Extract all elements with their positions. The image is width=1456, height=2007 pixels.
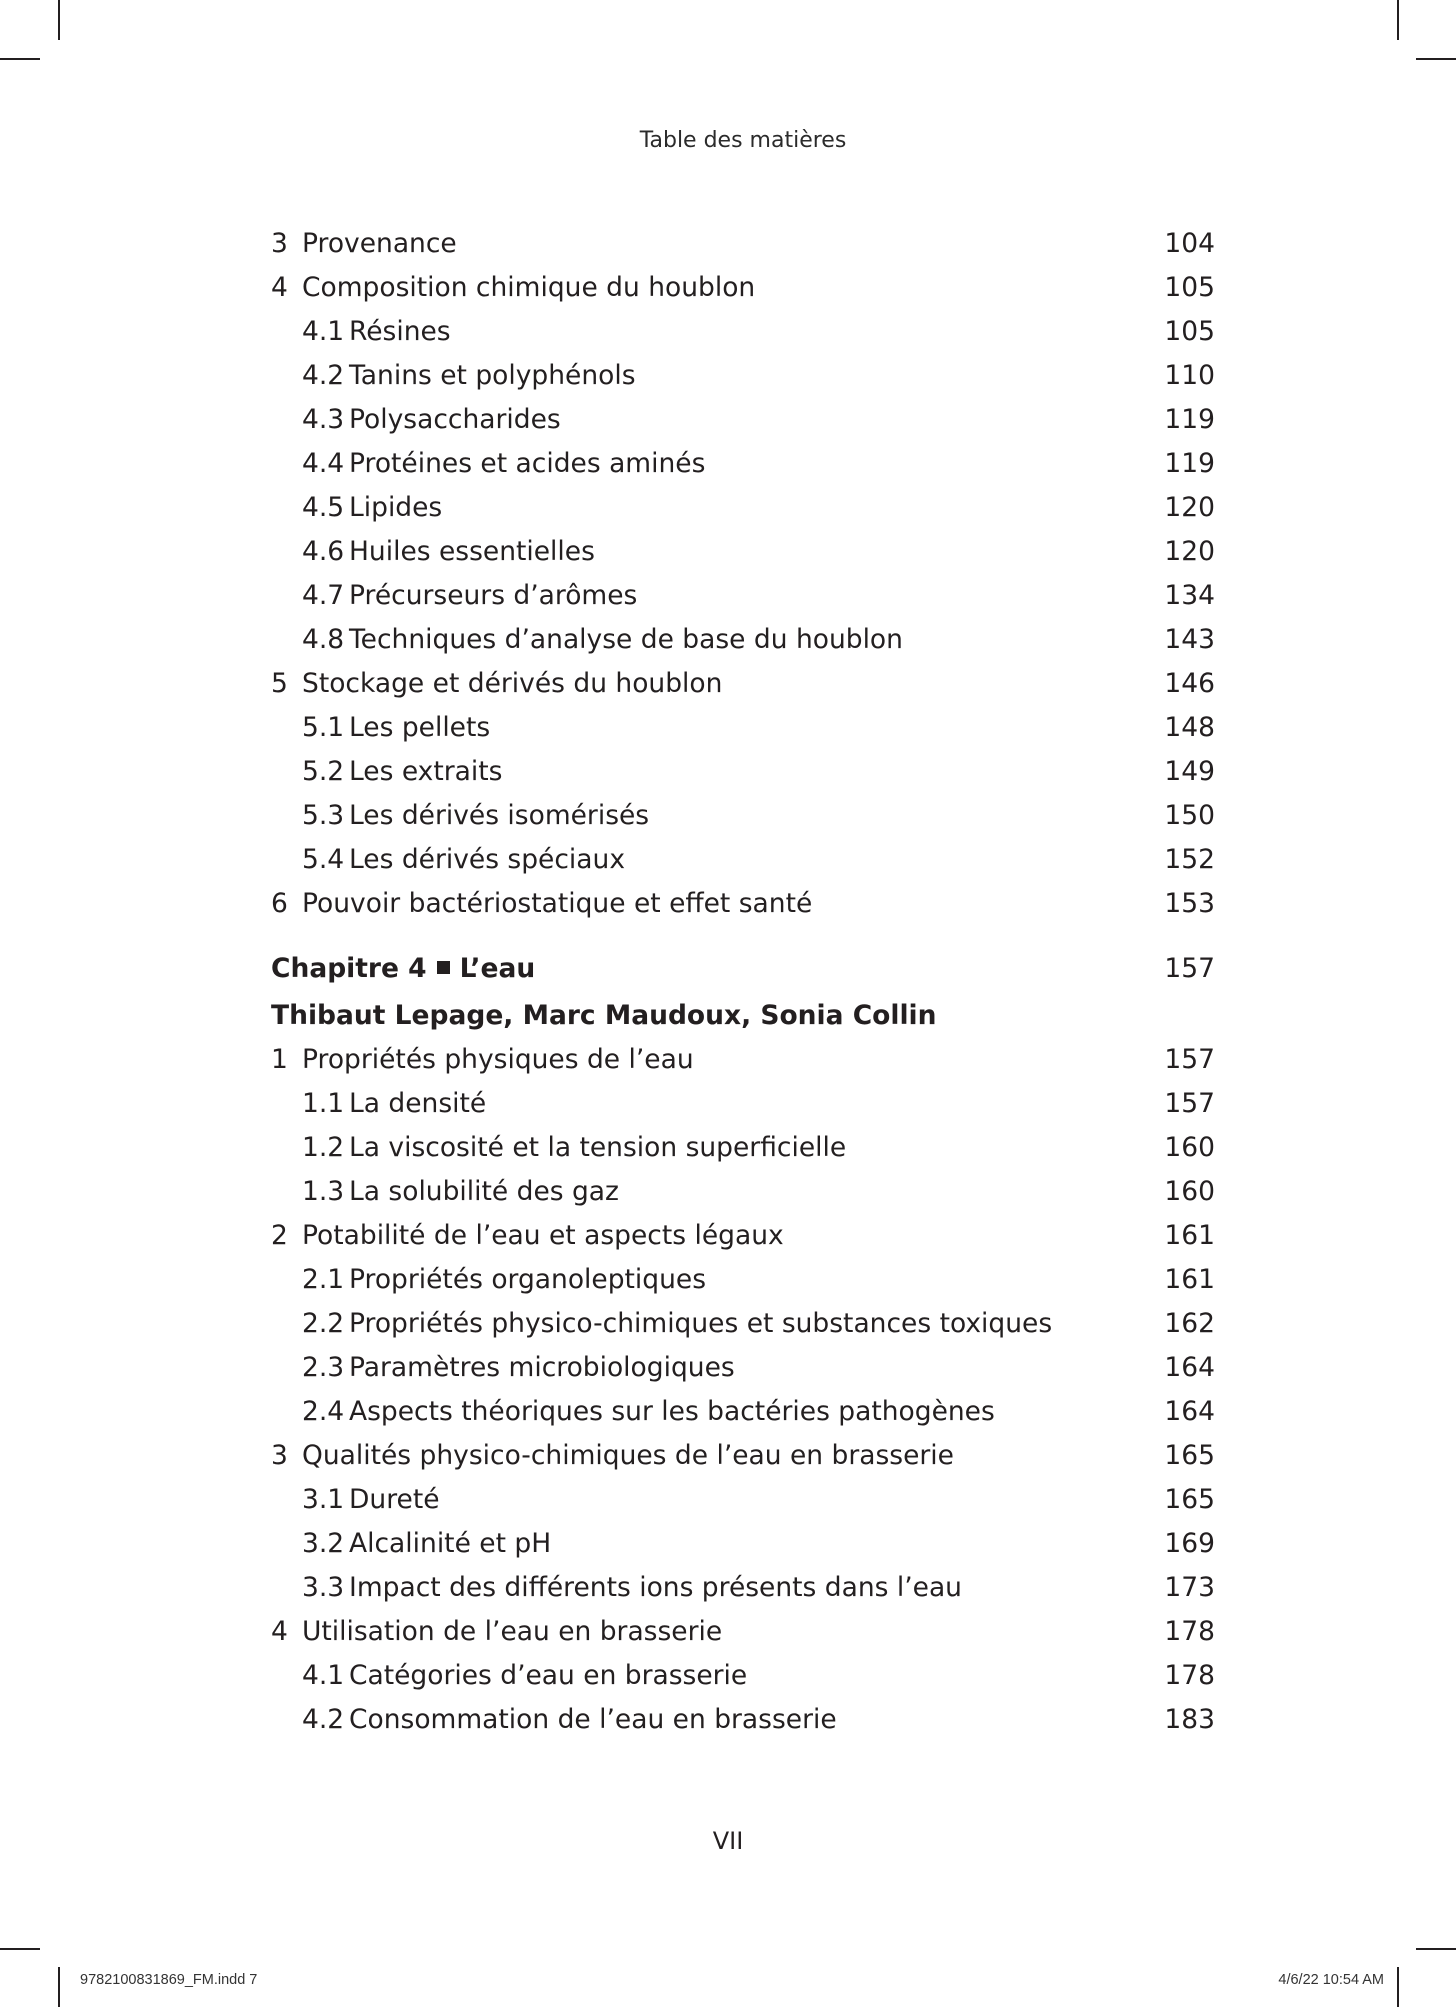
toc-entry-page: 157 [1164, 1088, 1215, 1119]
chapter-page-number: 157 [1164, 953, 1215, 984]
toc-entry-title: Polysaccharides [349, 404, 561, 435]
toc-entry-title: Consommation de l’eau en brasserie [349, 1704, 837, 1735]
toc-entry [271, 1610, 1215, 1654]
toc-entry [271, 266, 1215, 310]
toc-entry-title: Paramètres microbiologiques [349, 1352, 735, 1383]
toc-entry [271, 442, 1215, 486]
toc-entry-title: Alcalinité et pH [349, 1528, 552, 1559]
toc-entry-number: 4.7 [302, 580, 345, 611]
toc-entry-number: 4.2 [302, 360, 345, 391]
toc-entry-number: 4.3 [302, 404, 345, 435]
toc-entry-title: Propriétés organoleptiques [349, 1264, 707, 1295]
crop-mark-top-right-horizontal [1416, 58, 1456, 60]
table-of-contents [271, 222, 1215, 1742]
toc-entry-page: 160 [1164, 1132, 1215, 1163]
toc-entry [271, 222, 1215, 266]
toc-entry [271, 530, 1215, 574]
toc-entry-title: Résines [349, 316, 451, 347]
toc-entry-page: 120 [1164, 492, 1215, 523]
toc-entry [271, 706, 1215, 750]
toc-entry [271, 794, 1215, 838]
toc-entry [271, 1654, 1215, 1698]
crop-mark-bottom-right-horizontal [1416, 1948, 1456, 1950]
section-entries [271, 222, 1215, 926]
toc-entry-page: 164 [1164, 1352, 1215, 1383]
chapter-authors: Thibaut Lepage, Marc Maudoux, Sonia Collin [271, 1000, 937, 1031]
toc-entry-number: 5.4 [302, 844, 345, 875]
toc-entry [271, 310, 1215, 354]
toc-entry [271, 1302, 1215, 1346]
toc-entry [271, 1170, 1215, 1214]
slug-datetime: 4/6/22 10:54 AM [1278, 1972, 1384, 1988]
toc-entry-title: La viscosité et la tension superficielle [349, 1132, 847, 1163]
toc-entry [271, 750, 1215, 794]
toc-entry-page: 110 [1164, 360, 1215, 391]
toc-entry-number: 5.1 [302, 712, 345, 743]
toc-entry-title: Provenance [302, 228, 457, 259]
toc-entry-number: 4.8 [302, 624, 345, 655]
toc-entry-number: 4.5 [302, 492, 345, 523]
toc-entry-title: Composition chimique du houblon [302, 272, 756, 303]
crop-mark-bottom-left-horizontal [0, 1948, 40, 1950]
toc-entry [271, 1346, 1215, 1390]
toc-entry-page: 146 [1164, 668, 1215, 699]
toc-entry-page: 120 [1164, 536, 1215, 567]
toc-entry-title: Qualités physico-chimiques de l’eau en brasserie [302, 1440, 954, 1471]
chapter-heading [271, 944, 1215, 994]
toc-entry-page: 178 [1164, 1660, 1215, 1691]
toc-entry-page: 161 [1164, 1264, 1215, 1295]
toc-entry-number: 3.3 [302, 1572, 345, 1603]
toc-entry-page: 183 [1164, 1704, 1215, 1735]
toc-entry-page: 169 [1164, 1528, 1215, 1559]
toc-entry [271, 1038, 1215, 1082]
toc-entry-title: Tanins et polyphénols [349, 360, 636, 391]
toc-entry-page: 162 [1164, 1308, 1215, 1339]
toc-entry-page: 173 [1164, 1572, 1215, 1603]
toc-entry-page: 160 [1164, 1176, 1215, 1207]
toc-entry-number: 2.1 [302, 1264, 345, 1295]
toc-entry-number: 4 [271, 1616, 288, 1647]
toc-entry-page: 157 [1164, 1044, 1215, 1075]
crop-mark-bottom-left-vertical [58, 1967, 60, 2007]
toc-entry-number: 4.2 [302, 1704, 345, 1735]
toc-entry [271, 838, 1215, 882]
toc-entry-page: 152 [1164, 844, 1215, 875]
toc-entry-number: 4.1 [302, 316, 345, 347]
toc-entry-number: 4.4 [302, 448, 345, 479]
running-head: Table des matières [639, 128, 847, 153]
crop-mark-bottom-right-vertical [1397, 1967, 1399, 2007]
toc-entry-number: 5 [271, 668, 288, 699]
toc-entry-title: Dureté [349, 1484, 440, 1515]
toc-entry [271, 1258, 1215, 1302]
toc-entry-page: 161 [1164, 1220, 1215, 1251]
toc-entry-title: La solubilité des gaz [349, 1176, 619, 1207]
toc-entry [271, 486, 1215, 530]
square-bullet-icon [437, 961, 450, 974]
toc-entry-number: 5.2 [302, 756, 345, 787]
toc-entry [271, 882, 1215, 926]
chapter-label: Chapitre 4 [271, 953, 427, 984]
toc-entry-title: Propriétés physiques de l’eau [302, 1044, 694, 1075]
toc-entry-title: Les dérivés isomérisés [349, 800, 650, 831]
toc-entry-page: 153 [1164, 888, 1215, 919]
toc-entry-title: Précurseurs d’arômes [349, 580, 638, 611]
toc-entry-number: 1.1 [302, 1088, 345, 1119]
toc-entry-page: 164 [1164, 1396, 1215, 1427]
toc-entry-page: 105 [1164, 272, 1215, 303]
toc-entry-title: Huiles essentielles [349, 536, 595, 567]
toc-entry-page: 119 [1164, 404, 1215, 435]
toc-entry [271, 1522, 1215, 1566]
toc-entry-number: 3 [271, 1440, 288, 1471]
toc-entry-number: 3.1 [302, 1484, 345, 1515]
chapter-title: L’eau [459, 953, 536, 984]
toc-entry [271, 662, 1215, 706]
toc-entry-number: 2.4 [302, 1396, 345, 1427]
toc-entry-page: 165 [1164, 1440, 1215, 1471]
toc-entry-page: 134 [1164, 580, 1215, 611]
toc-entry-page: 119 [1164, 448, 1215, 479]
toc-entry [271, 1214, 1215, 1258]
toc-entry [271, 1126, 1215, 1170]
toc-entry-number: 1.3 [302, 1176, 345, 1207]
toc-entry-title: Aspects théoriques sur les bactéries pathogènes [349, 1396, 995, 1427]
chapter-entries [271, 1038, 1215, 1742]
toc-entry-page: 165 [1164, 1484, 1215, 1515]
crop-mark-top-right-vertical [1397, 0, 1399, 40]
toc-entry-title: Techniques d’analyse de base du houblon [349, 624, 903, 655]
toc-entry [271, 1390, 1215, 1434]
toc-entry-title: Catégories d’eau en brasserie [349, 1660, 748, 1691]
toc-entry [271, 1566, 1215, 1610]
toc-entry-number: 2.3 [302, 1352, 345, 1383]
toc-entry [271, 398, 1215, 442]
toc-entry-number: 1.2 [302, 1132, 345, 1163]
toc-entry-title: Lipides [349, 492, 443, 523]
toc-entry-number: 5.3 [302, 800, 345, 831]
toc-entry-title: Impact des différents ions présents dans l’eau [349, 1572, 962, 1603]
toc-entry-title: Protéines et acides aminés [349, 448, 706, 479]
toc-entry-page: 148 [1164, 712, 1215, 743]
toc-entry-title: Potabilité de l’eau et aspects légaux [302, 1220, 784, 1251]
toc-entry-number: 4.1 [302, 1660, 345, 1691]
toc-entry-number: 3 [271, 228, 288, 259]
toc-entry-number: 1 [271, 1044, 288, 1075]
toc-entry-number: 4 [271, 272, 288, 303]
toc-entry-title: Utilisation de l’eau en brasserie [302, 1616, 723, 1647]
toc-entry [271, 574, 1215, 618]
crop-mark-top-left-horizontal [0, 58, 40, 60]
toc-entry-title: Propriétés physico-chimiques et substances toxiques [349, 1308, 1053, 1339]
toc-entry [271, 354, 1215, 398]
slug-file-name: 9782100831869_FM.indd 7 [80, 1972, 258, 1988]
toc-entry-page: 150 [1164, 800, 1215, 831]
crop-mark-top-left-vertical [58, 0, 60, 40]
toc-entry-number: 6 [271, 888, 288, 919]
toc-entry-number: 3.2 [302, 1528, 345, 1559]
toc-entry-title: Pouvoir bactériostatique et effet santé [302, 888, 813, 919]
toc-entry-title: Stockage et dérivés du houblon [302, 668, 723, 699]
toc-entry-title: La densité [349, 1088, 487, 1119]
toc-entry-page: 178 [1164, 1616, 1215, 1647]
toc-entry [271, 618, 1215, 662]
toc-entry-page: 149 [1164, 756, 1215, 787]
toc-entry-page: 105 [1164, 316, 1215, 347]
toc-entry-title: Les extraits [349, 756, 503, 787]
toc-entry [271, 1434, 1215, 1478]
toc-entry-page: 104 [1164, 228, 1215, 259]
toc-entry [271, 1698, 1215, 1742]
page-folio: VII [712, 1827, 744, 1855]
toc-entry-page: 143 [1164, 624, 1215, 655]
toc-entry [271, 1478, 1215, 1522]
toc-entry-title: Les pellets [349, 712, 491, 743]
toc-entry [271, 1082, 1215, 1126]
toc-entry-number: 2 [271, 1220, 288, 1251]
toc-entry-number: 4.6 [302, 536, 345, 567]
toc-entry-title: Les dérivés spéciaux [349, 844, 626, 875]
toc-entry-number: 2.2 [302, 1308, 345, 1339]
